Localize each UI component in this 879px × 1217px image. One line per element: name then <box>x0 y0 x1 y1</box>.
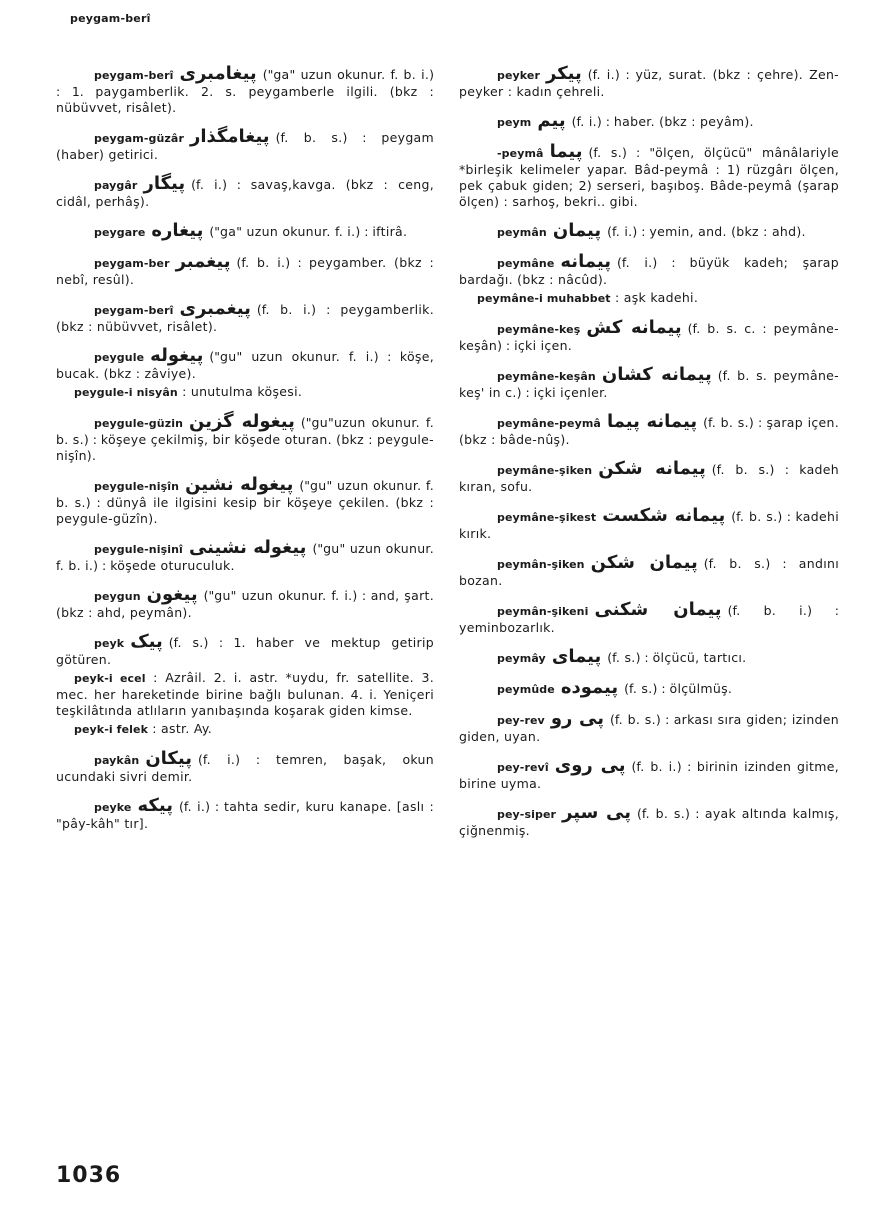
dictionary-entry <box>459 708 839 745</box>
entry-ottoman-script: پیکه <box>137 795 173 816</box>
entry-definition: (f. i.) : haber. (bkz : peyâm). <box>571 114 754 129</box>
dictionary-entry <box>56 126 434 163</box>
entry-headword: peymâne-keş <box>497 323 581 336</box>
entry-ottoman-script: پیغون <box>146 584 198 605</box>
entry-definition: ("ga" uzun okunur. f. b. i.) : 1. paygamberlik. 2. s. peygamberle ilgili. (bkz : nübüvvet, risâlet). <box>56 67 434 115</box>
entry-ottoman-script: پیما <box>549 141 583 162</box>
dictionary-entry <box>56 721 434 738</box>
entry-ottoman-script: پیمانه پیما <box>606 411 698 432</box>
entry-headword: peyk <box>94 637 125 650</box>
entry-definition: ("gu" uzun okunur. f. i.) : and, şart. (bkz : ahd, peymân). <box>56 588 434 620</box>
dictionary-entry <box>459 290 839 307</box>
entry-definition: (f. b. s.) : şarap içen. (bkz : bâde-nûş). <box>459 415 840 447</box>
dictionary-entry <box>56 748 434 785</box>
entry-definition: (f. b. s.) : peygam (haber) getirici. <box>56 130 434 162</box>
entry-ottoman-script: پی روی <box>554 755 626 776</box>
dictionary-entry <box>459 755 839 792</box>
dictionary-entry <box>56 298 434 335</box>
entry-definition: (f. b. i.) : yeminbozarlık. <box>459 603 840 635</box>
dictionary-entry <box>459 646 839 667</box>
dictionary-entry <box>459 505 839 542</box>
entry-ottoman-script: پیمانه کشان <box>601 364 712 385</box>
entry-ottoman-script: پیمای <box>551 646 602 667</box>
dictionary-entry <box>459 458 839 495</box>
dictionary-entry <box>459 411 840 448</box>
entry-headword: peygule-i nisyân <box>74 386 178 399</box>
entry-headword: peygun <box>94 590 141 603</box>
entry-headword: -peymâ <box>497 147 544 160</box>
entry-ottoman-script: پیغوله نشینی <box>188 537 307 558</box>
entry-definition: : Azrâil. 2. i. astr. *uydu, fr. satellite. 3. mec. her hareketinde birine bağlı bulunan. 4. i. Yeniçeri teşkilâtında atlıların yanıbaşında koşarak giden kimse. <box>56 670 434 718</box>
entry-headword: peymûde <box>497 683 555 696</box>
running-head: peygam-berî <box>70 12 151 25</box>
dictionary-entry <box>56 795 434 832</box>
entry-definition: : unutulma köşesi. <box>182 384 303 399</box>
entry-definition: (f. b. s.) : arkası sıra giden; izinden giden, uyan. <box>459 712 839 744</box>
entry-definition: (f. b. s.) : andını bozan. <box>459 556 839 588</box>
entry-headword: peyker <box>497 69 541 82</box>
dictionary-entry <box>459 599 840 636</box>
dictionary-entry <box>56 345 434 382</box>
entry-definition: (f. s.) : "ölçen, ölçücü" mânâlariyle *birleşik kelimeler yapar. Bâd-peymâ : 1) rüzgârı ölçen, pek çabuk giden; 2) serseri, başıboş. Bâde-peymâ (şarap ölçen) : sarhoş, bekri.. gibi. <box>459 145 839 209</box>
entry-definition: (f. s.) : 1. haber ve mektup getirip götüren. <box>56 635 434 667</box>
entry-ottoman-script: پیغوله <box>150 345 204 366</box>
entry-headword: peyk-i ecel <box>74 672 146 685</box>
entry-headword: peymân <box>497 226 547 239</box>
entry-ottoman-script: پیمانه شکن <box>598 458 706 479</box>
entry-definition: (f. b. s.) : kadeh kıran, sofu. <box>459 462 839 494</box>
entry-ottoman-script: پیغامبری <box>179 63 257 84</box>
entry-ottoman-script: پیمانه <box>560 251 611 272</box>
entry-headword: peymâne-keşân <box>497 370 596 383</box>
dictionary-entry <box>56 584 434 621</box>
entry-headword: peymân-şikeni <box>497 605 589 618</box>
entry-definition: (f. i.) : büyük kadeh; şarap bardağı. (bkz : nâcûd). <box>459 255 839 287</box>
dictionary-entry <box>459 552 839 589</box>
entry-definition: (f. i.) : yüz, surat. (bkz : çehre). Zen-peyker : kadın çehreli. <box>459 67 839 99</box>
entry-definition: : astr. Ay. <box>152 721 213 736</box>
entry-ottoman-script: پی رو <box>550 708 605 729</box>
entry-definition: ("gu" uzun okunur. f. b. i.) : köşede oturuculuk. <box>56 541 435 573</box>
entry-ottoman-script: پیمانه شکست <box>602 505 726 526</box>
dictionary-entry <box>459 141 839 210</box>
dictionary-entry <box>459 110 839 131</box>
entry-definition: ("gu" uzun okunur. f. b. s.) : dünyâ ile ilgisini kesip bir köşeye çekilen. (bkz : peygule-güzîn). <box>56 478 434 526</box>
entry-definition: (f. i.) : savaş,kavga. (bkz : ceng, cidâl, perhâş). <box>56 177 434 209</box>
entry-definition: (f. b. s. peymâne-keş' in c.) : içki içenler. <box>459 368 839 400</box>
entry-ottoman-script: پیمان شکنی <box>594 599 722 620</box>
entry-definition: (f. b. i.) : birinin izinden gitme, birine uyma. <box>459 759 839 791</box>
entry-headword: peymâne-i muhabbet <box>477 292 611 305</box>
entry-ottoman-script: پیغمبر <box>175 251 231 272</box>
entry-definition: : aşk kadehi. <box>614 290 699 305</box>
entry-headword: peygule-güzin <box>94 417 184 430</box>
entry-definition: (f. b. i.) : peygamber. (bkz : nebî, resûl). <box>56 255 434 287</box>
entry-headword: peym <box>497 116 532 129</box>
dictionary-entry <box>56 537 435 574</box>
entry-headword: peymâne-peymâ <box>497 417 601 430</box>
entry-headword: peymâne <box>497 257 555 270</box>
entry-headword: peygare <box>94 226 146 239</box>
entry-headword: pey-rev <box>497 714 545 727</box>
entry-definition: (f. b. s.) : kadehi kırık. <box>459 509 839 541</box>
entry-headword: peymân-şiken <box>497 558 585 571</box>
entry-ottoman-script: پیغامگذار <box>189 126 270 147</box>
entry-ottoman-script: پیک <box>130 631 163 652</box>
dictionary-entry <box>459 317 839 354</box>
entry-definition: (f. i.) : tahta sedir, kuru kanape. [aslı : "pây-kâh" tır]. <box>56 799 434 831</box>
entry-headword: peygule <box>94 351 145 364</box>
entry-headword: paygâr <box>94 179 138 192</box>
left-column <box>56 63 435 845</box>
entry-headword: pey-siper <box>497 808 557 821</box>
entry-headword: peygule-nişinî <box>94 543 183 556</box>
dictionary-entry <box>56 670 434 719</box>
dictionary-entry <box>459 220 839 241</box>
entry-headword: paykân <box>94 754 140 767</box>
dictionary-entry <box>56 173 434 210</box>
entry-ottoman-script: پی سپر <box>562 802 631 823</box>
entry-headword: peygam-güzâr <box>94 132 184 145</box>
entry-definition: (f. s.) : ölçücü, tartıcı. <box>607 650 747 665</box>
entry-ottoman-script: پیم <box>537 110 566 131</box>
entry-ottoman-script: پیمان <box>552 220 602 241</box>
entry-definition: (f. s.) : ölçülmüş. <box>624 681 733 696</box>
entry-headword: peygule-nişîn <box>94 480 180 493</box>
entry-ottoman-script: پیموده <box>560 677 619 698</box>
entry-ottoman-script: پیغوله گزین <box>189 411 295 432</box>
entry-definition: (f. b. i.) : peygamberlik. (bkz : nübüvvet, risâlet). <box>56 302 434 334</box>
page-number: 1036 <box>56 1163 122 1188</box>
entry-headword: peyk-i felek <box>74 723 148 736</box>
entry-ottoman-script: پیگار <box>143 173 186 194</box>
entry-headword: pey-revî <box>497 761 549 774</box>
entry-ottoman-script: پیغمبری <box>179 298 251 319</box>
entry-definition: (f. i.) : yemin, and. (bkz : ahd). <box>607 224 806 239</box>
entry-headword: peygam-berî <box>94 304 174 317</box>
entry-headword: peymâne-şikest <box>497 511 597 524</box>
dictionary-entry <box>56 384 434 401</box>
right-column <box>459 63 840 852</box>
entry-definition: (f. b. s.) : ayak altında kalmış, çiğnenmiş. <box>459 806 839 838</box>
entry-definition: ("ga" uzun okunur. f. i.) : iftirâ. <box>209 224 408 239</box>
entry-definition: ("gu"uzun okunur. f. b. s.) : köşeye çekilmiş, bir köşede oturan. (bkz : peygule-nişîn). <box>56 415 434 463</box>
entry-definition: ("gu" uzun okunur. f. i.) : köşe, bucak. (bkz : zâviye). <box>56 349 434 381</box>
entry-ottoman-script: پیغاره <box>151 220 204 241</box>
dictionary-entry <box>459 364 839 401</box>
entry-definition: (f. i.) : temren, başak, okun ucundaki sivri demir. <box>56 752 434 784</box>
dictionary-entry <box>56 63 434 116</box>
entry-headword: peymâne-şiken <box>497 464 593 477</box>
dictionary-entry <box>459 802 839 839</box>
dictionary-entry <box>459 63 839 100</box>
entry-ottoman-script: پیکان <box>145 748 193 769</box>
dictionary-entry <box>459 677 839 698</box>
entry-ottoman-script: پیکر <box>546 63 582 84</box>
dictionary-entry <box>459 251 839 288</box>
entry-ottoman-script: پیمانه کش <box>586 317 682 338</box>
entry-headword: peymây <box>497 652 546 665</box>
entry-ottoman-script: پیمان شکن <box>590 552 698 573</box>
dictionary-entry <box>56 251 434 288</box>
dictionary-entry <box>56 411 434 464</box>
dictionary-entry <box>56 631 434 668</box>
entry-headword: peygam-berî <box>94 69 174 82</box>
entry-ottoman-script: پیغوله نشین <box>185 474 294 495</box>
dictionary-entry <box>56 474 434 527</box>
entry-headword: peyke <box>94 801 132 814</box>
dictionary-entry <box>56 220 434 241</box>
entry-definition: (f. b. s. c. : peymâne-keşân) : içki içen. <box>459 321 839 353</box>
entry-headword: peygam-ber <box>94 257 170 270</box>
